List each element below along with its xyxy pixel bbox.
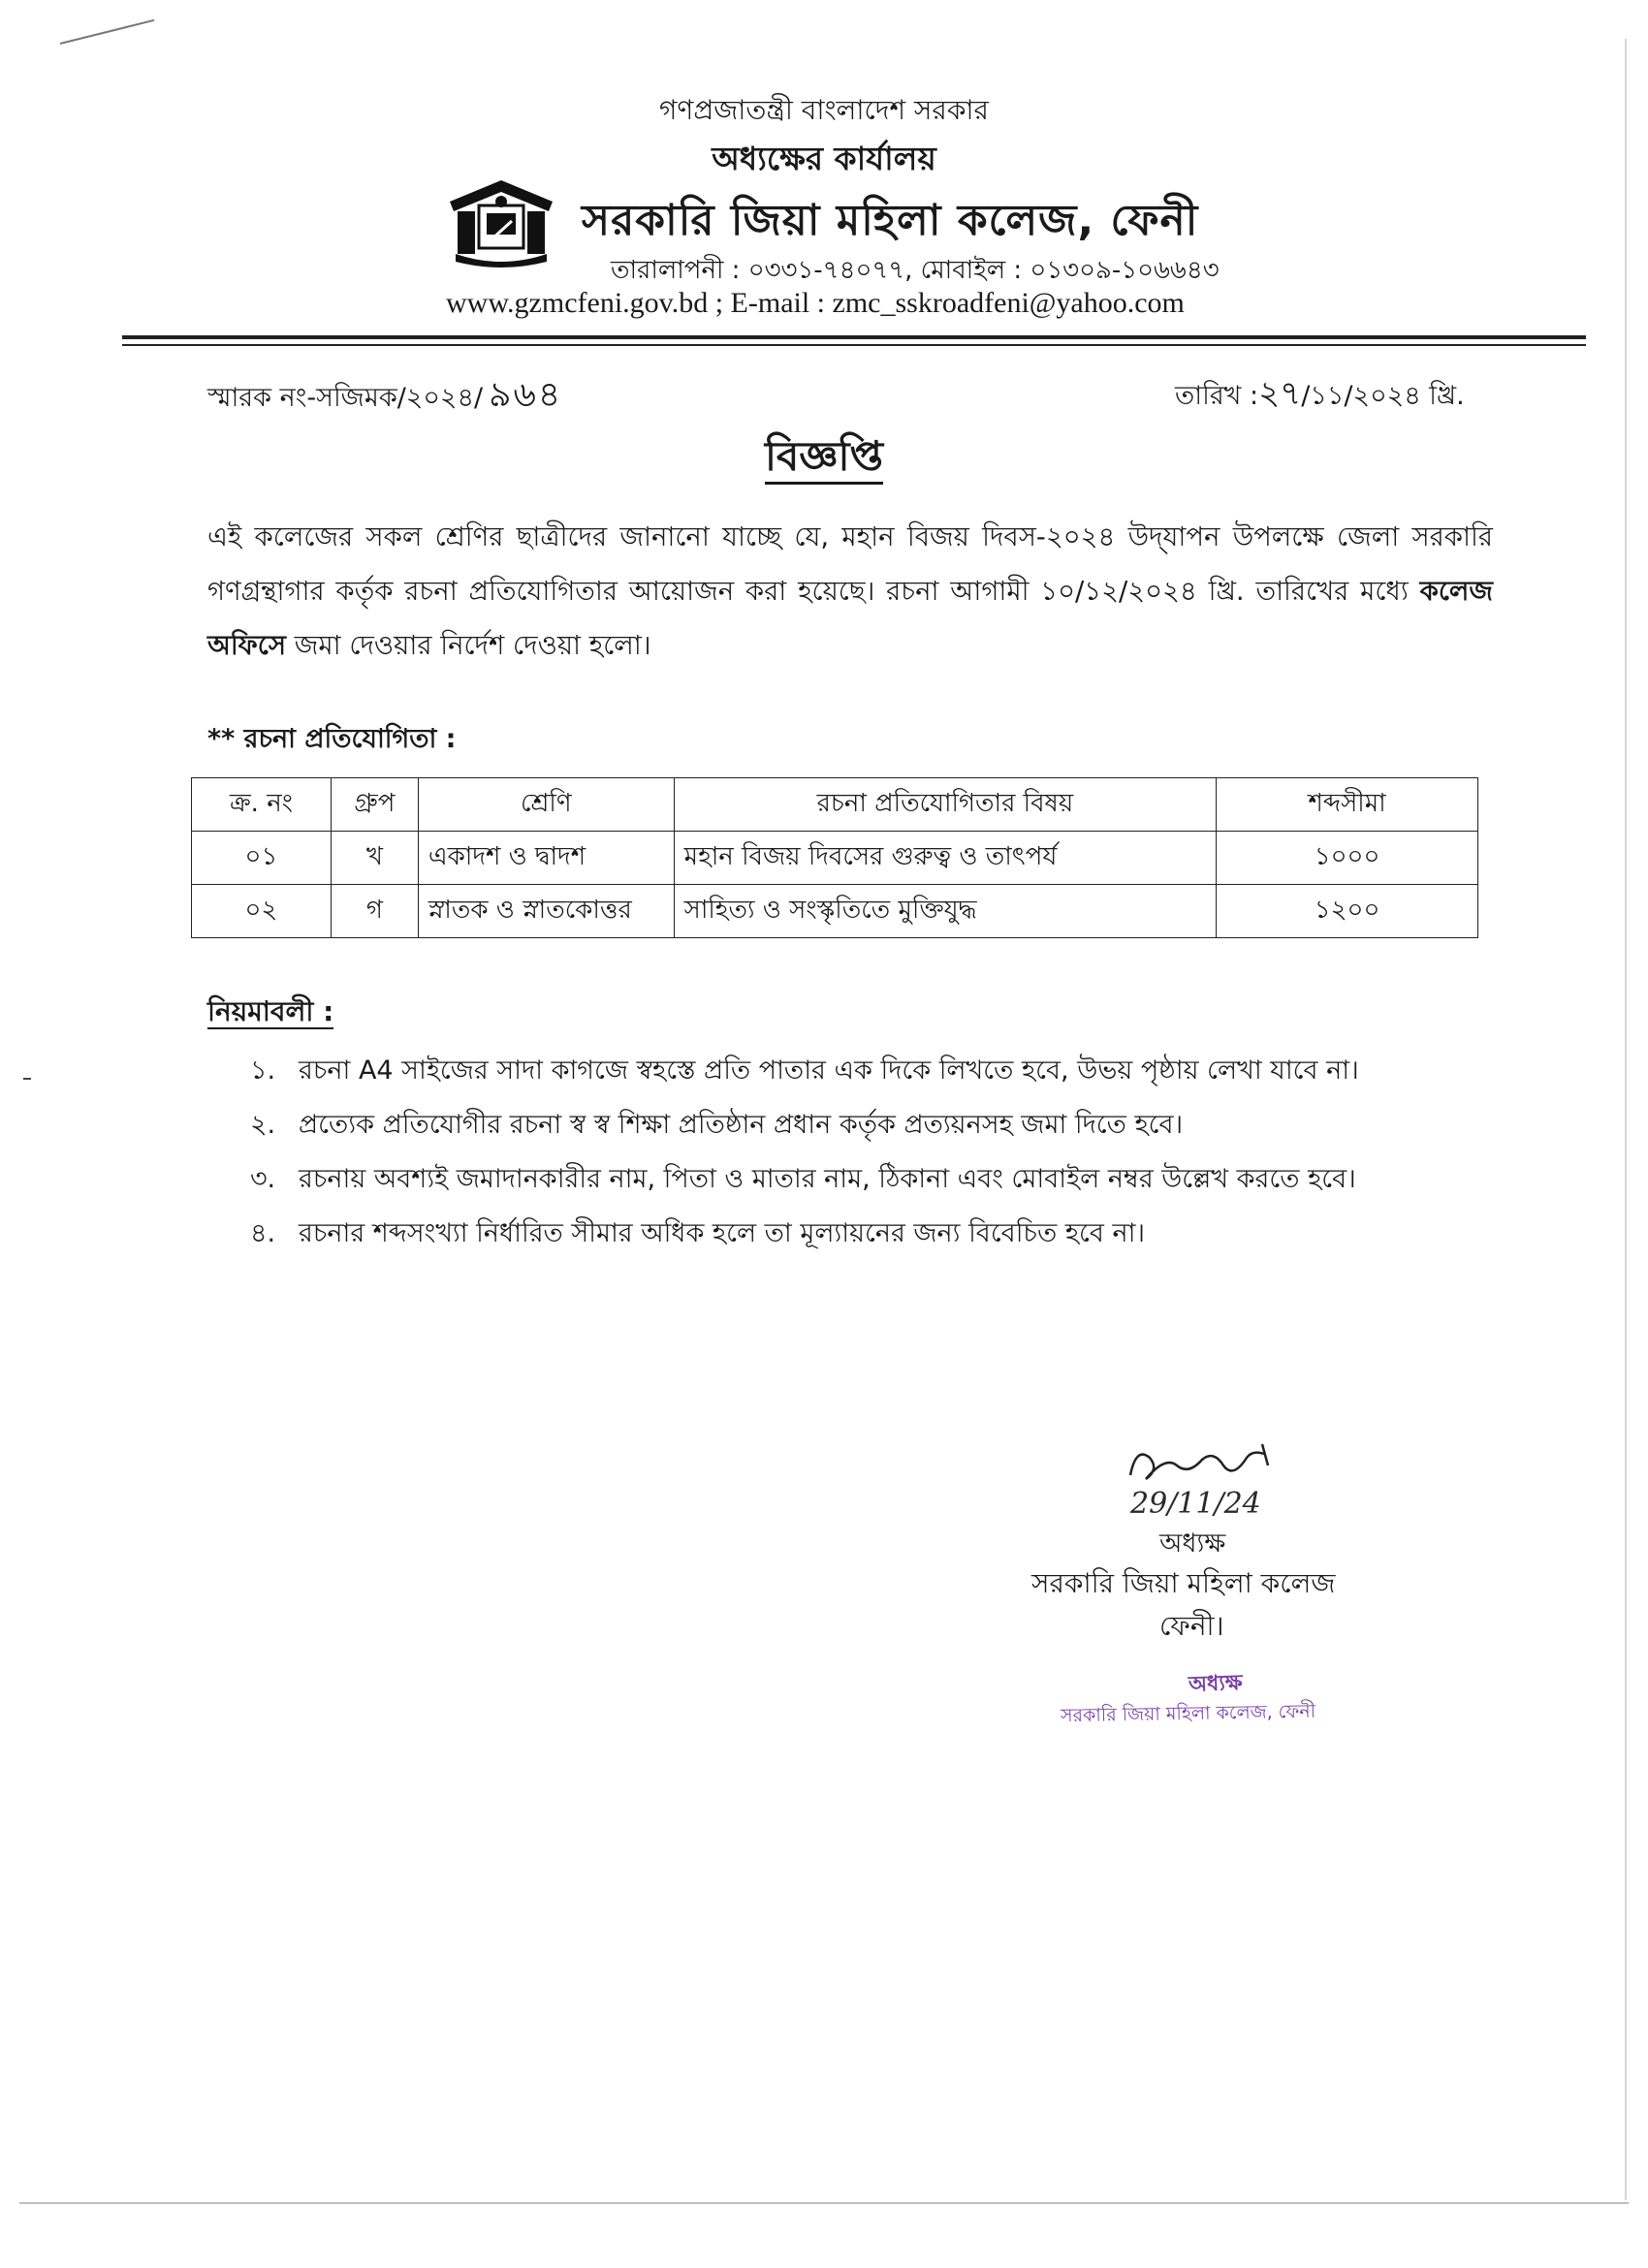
rule-number: ২.: [250, 1110, 276, 1140]
rule-text: রচনার শব্দসংখ্যা নির্ধারিত সীমার অধিক হলে তা মূল্যায়নের জন্য বিবেচিত হবে না।: [299, 1218, 1146, 1248]
issue-date: [1175, 368, 1465, 424]
college-logo-icon: [444, 173, 558, 269]
cell-class: স্নাতক ও স্নাতকোত্তর: [418, 885, 674, 938]
rule-text: রচনা A4 সাইজের সাদা কাগজে স্বহস্তে প্রতি পাতার এক দিকে লিখতে হবে, উভয় পৃষ্ঠায় লেখা যাবে না।: [299, 1055, 1359, 1086]
rule-item: [250, 1213, 1510, 1268]
rule-item: [250, 1105, 1510, 1159]
header-divider-thin: [122, 344, 1586, 346]
scan-dash: [23, 1078, 31, 1080]
rule-number: ৪.: [250, 1218, 276, 1248]
column-header: শ্রেণি: [418, 778, 674, 832]
notice-body-part2: জমা দেওয়ার নির্দেশ দেওয়া হলো।: [286, 630, 651, 661]
rule-number: ১.: [250, 1055, 276, 1086]
phone-line: তারালাপনী : ০৩৩১-৭৪০৭৭, মোবাইল : ০১৩০৯-১০৬৬৪৩: [611, 256, 1220, 285]
cell-group: খ: [331, 832, 418, 885]
competition-table: [191, 777, 1478, 938]
notice-body-bold: কলেজ অফিসে: [207, 576, 1493, 661]
signatory-title: অধ্যক্ষ: [1159, 1528, 1226, 1559]
cell-topic: সাহিত্য ও সংস্কৃতিতে মুক্তিযুদ্ধ: [674, 885, 1217, 938]
competition-heading: ** রচনা প্রতিযোগিতা :: [207, 724, 457, 754]
college-name: সরকারি জিয়া মহিলা কলেজ, ফেনী: [582, 196, 1199, 245]
column-header: গ্রুপ: [331, 778, 418, 832]
stamp-title: অধ্যক্ষ: [1188, 1671, 1243, 1697]
government-name: গণপ্রজাতন্ত্রী বাংলাদেশ সরকার: [659, 94, 989, 126]
table-row: [192, 885, 1478, 938]
cell-word-limit: ১০০০: [1217, 832, 1478, 885]
date-handwritten-day: ২৭: [1258, 374, 1302, 413]
scan-mark: [60, 19, 155, 45]
rule-item: [250, 1051, 1510, 1105]
cell-topic: মহান বিজয় দিবসের গুরুত্ব ও তাৎপর্য: [674, 832, 1217, 885]
rule-item: [250, 1159, 1510, 1213]
rule-number: ৩.: [250, 1164, 276, 1194]
column-header: রচনা প্রতিযোগিতার বিষয়: [674, 778, 1217, 832]
memo-handwritten-number: ৯৬৪: [489, 375, 563, 415]
cell-word-limit: ১২০০: [1217, 885, 1478, 938]
cell-class: একাদশ ও দ্বাদশ: [418, 832, 674, 885]
column-header: ক্র. নং: [192, 778, 332, 832]
column-header: শব্দসীমা: [1217, 778, 1478, 832]
cell-serial: ০২: [192, 885, 332, 938]
web-email-line: www.gzmcfeni.gov.bd ; E-mail : zmc_sskroadfeni@yahoo.com: [446, 287, 1185, 319]
cell-group: গ: [331, 885, 418, 938]
table-header-row: [192, 778, 1478, 832]
notice-body-part1: এই কলেজের সকল শ্রেণির ছাত্রীদের জানানো যাচ্ছে যে, মহান বিজয় দিবস-২০২৪ উদ্‌যাপন উপলক্ষে জেলা সরকারি গণগ্রন্থাগার কর্তৃক রচনা প্রতিযোগিতার আয়োজন করা হয়েছে। রচনা আগামী ১০/১২/২০২৪ খ্রি. তারিখের মধ্যে: [207, 521, 1493, 607]
table-row: [192, 832, 1478, 885]
rule-text: প্রত্যেক প্রতিযোগীর রচনা স্ব স্ব শিক্ষা প্রতিষ্ঠান প্রধান কর্তৃক প্রত্যয়নসহ জমা দিতে হবে।: [299, 1110, 1184, 1140]
signature-date: 29/11/24: [1130, 1487, 1261, 1521]
page-bottom-edge: [19, 2202, 1629, 2204]
signatory-college: সরকারি জিয়া মহিলা কলেজ: [1031, 1567, 1336, 1599]
rules-list: [250, 1051, 1510, 1268]
page-edge: [1625, 39, 1627, 2200]
rules-heading: নিয়মাবলী :: [207, 995, 334, 1027]
notice-title: বিজ্ঞপ্তি: [0, 425, 1648, 493]
office-name: অধ্যক্ষের কার্যালয়: [712, 140, 936, 177]
signatory-place: ফেনী।: [1159, 1610, 1224, 1642]
date-rest: /১১/২০২৪ খ্রি.: [1301, 381, 1465, 411]
memo-number: [207, 368, 562, 426]
date-label: তারিখ :: [1175, 381, 1259, 411]
memo-prefix: স্মারক নং-সজিমক/২০২৪/: [207, 383, 484, 413]
stamp-line: সরকারি জিয়া মহিলা কলেজ, ফেনী: [1060, 1700, 1316, 1727]
cell-serial: ০১: [192, 832, 332, 885]
header-divider: [122, 335, 1586, 339]
rule-text: রচনায় অবশ্যই জমাদানকারীর নাম, পিতা ও মাতার নাম, ঠিকানা এবং মোবাইল নম্বর উল্লেখ করতে হবে।: [299, 1164, 1356, 1194]
notice-body: [207, 510, 1493, 673]
